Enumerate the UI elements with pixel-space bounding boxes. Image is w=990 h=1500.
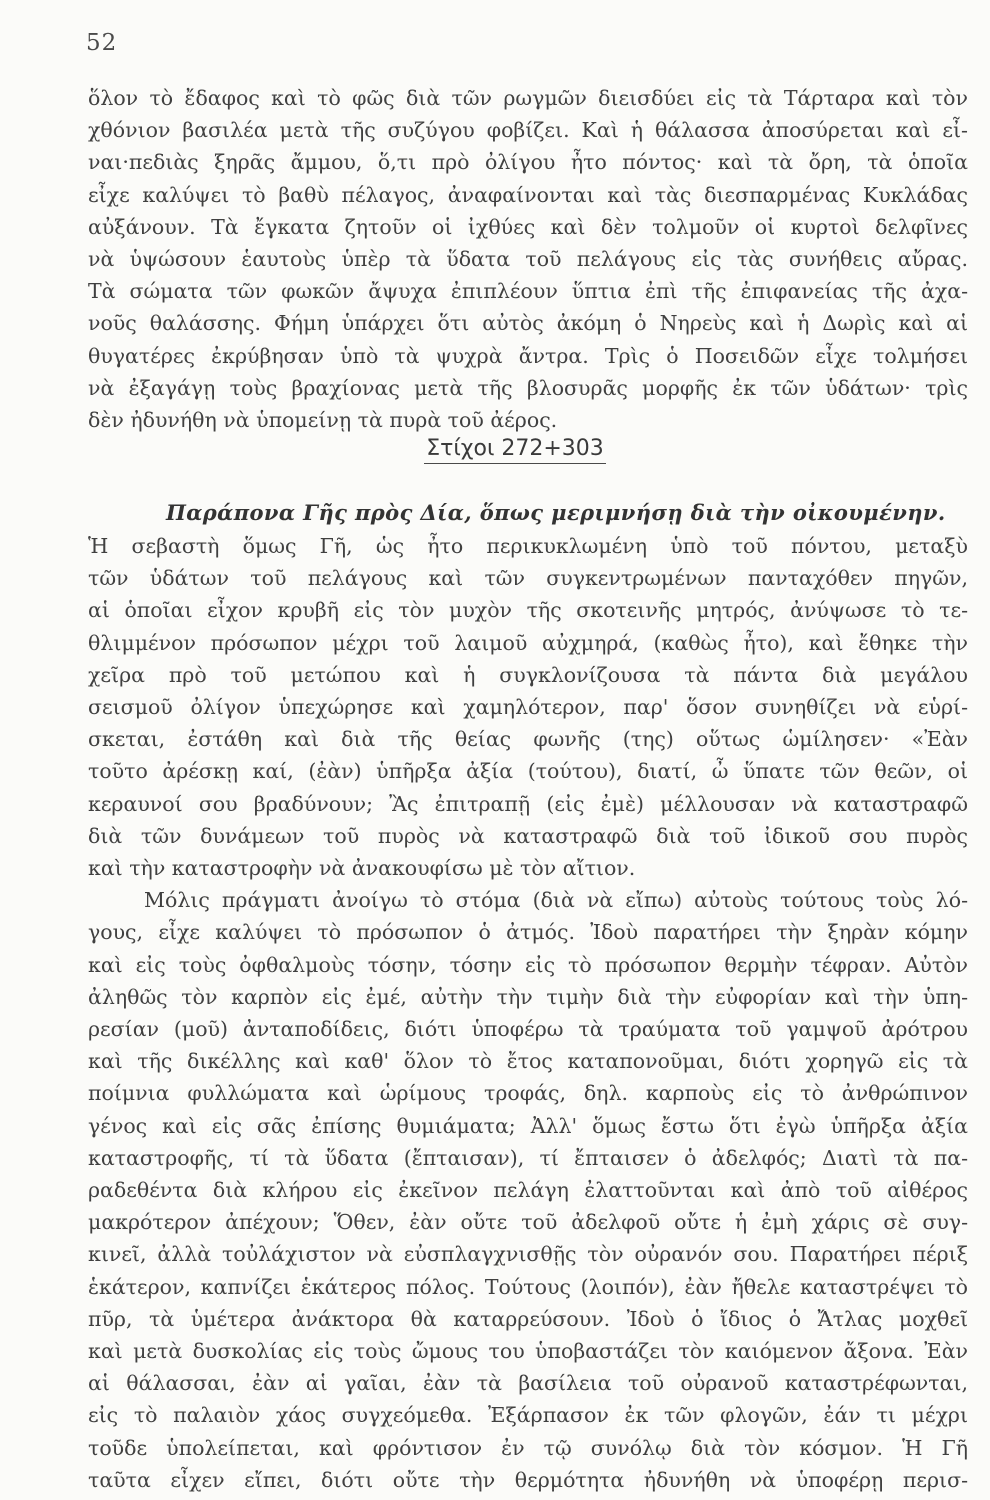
text-line: τῶν ὑδάτων τοῦ πελάγους καὶ τῶν συγκεντρωμένων πανταχόθεν πηγῶν, xyxy=(88,566,968,591)
body-text xyxy=(88,530,968,1496)
paragraph-earth-speech xyxy=(88,530,968,884)
text-line: θυγατέρες ἐκρύβησαν ὑπὸ τὰ ψυχρὰ ἄντρα. Τρὶς ὁ Ποσειδῶν εἶχε τολμήσει xyxy=(88,343,968,368)
text-line: αἱ θάλασσαι, ἐὰν αἱ γαῖαι, ἐὰν τὰ βασίλεια τοῦ οὐρανοῦ καταστρέφωνται, xyxy=(88,1371,968,1396)
text-line: καὶ εἰς τοὺς ὀφθαλμοὺς τόσην, τόσην εἰς τὸ πρόσωπον θερμὴν τέφραν. Αὐτὸν xyxy=(88,952,968,977)
text-line: ναι·πεδιὰς ξηρᾶς ἄμμου, ὅ,τι πρὸ ὀλίγου ἦτο πόντος· καὶ τὰ ὄρη, τὰ ὁποῖα xyxy=(88,150,968,175)
text-line: ταῦτα εἶχεν εἴπει, διότι οὔτε τὴν θερμότητα ἠδυνήθη νὰ ὑποφέρῃ περισ- xyxy=(88,1467,968,1492)
text-line: χεῖρα πρὸ τοῦ μετώπου καὶ ἡ συγκλονίζουσα τὰ πάντα διὰ μεγάλου xyxy=(88,662,968,687)
text-line: γένος καὶ εἰς σᾶς ἐπίσης θυμιάματα; Ἀλλ' ὅμως ἔστω ὅτι ἐγὼ ὑπῆρξα ἀξία xyxy=(88,1113,968,1138)
text-line: νὰ ἐξαγάγῃ τοὺς βραχίονας μετὰ τῆς βλοσυρᾶς μορφῆς ἐκ τῶν ὑδάτων· τρὶς xyxy=(88,375,968,400)
text-line: αὐξάνουν. Τὰ ἔγκατα ζητοῦν οἱ ἰχθύες καὶ δὲν τολμοῦν οἱ κυρτοὶ δελφῖνες xyxy=(88,214,968,239)
text-line: ὅλον τὸ ἔδαφος καὶ τὸ φῶς διὰ τῶν ρωγμῶν διεισδύει εἰς τὰ Τάρταρα καὶ τὸν xyxy=(88,86,968,110)
section-subtitle: Παράπονα Γῆς πρὸς Δία, ὅπως μεριμνήσῃ διὰ τὴν οἰκουμένην. xyxy=(166,500,946,525)
text-line: πῦρ, τὰ ὑμέτερα ἀνάκτορα θὰ καταρρεύσουν. Ἰδοὺ ὁ ἴδιος ὁ Ἄτλας μοχθεῖ xyxy=(88,1306,968,1331)
text-line: δὲν ἠδυνήθη νὰ ὑπομείνῃ τὰ πυρὰ τοῦ ἀέρος. xyxy=(88,408,558,433)
section-heading xyxy=(0,436,990,464)
text-line: ἀληθῶς τὸν καρπὸν εἰς ἐμέ, αὐτὴν τὴν τιμὴν διὰ τὴν εὐφορίαν καὶ τὴν ὑπη- xyxy=(88,984,968,1009)
text-line: τοῦδε ὑπολείπεται, καὶ φρόντισον ἐν τῷ συνόλῳ διὰ τὸν κόσμον. Ἡ Γῆ xyxy=(88,1435,968,1460)
text-line: καταστροφῆς, τί τὰ ὕδατα (ἔπταισαν), τί ἔπταισεν ὁ ἀδελφός; Διατὶ τὰ πα- xyxy=(88,1145,968,1170)
text-line: Μόλις πράγματι ἀνοίγω τὸ στόμα (διὰ νὰ εἴπω) αὐτοὺς τούτους τοὺς λό- xyxy=(144,888,968,913)
text-line: καὶ τὴν καταστροφὴν νὰ ἀνακουφίσω μὲ τὸν αἴτιον. xyxy=(88,856,636,881)
text-line: Ἡ σεβαστὴ ὅμως Γῆ, ὡς ἦτο περικυκλωμένη ὑπὸ τοῦ πόντου, μεταξὺ xyxy=(88,534,968,558)
text-line: θλιμμένον πρόσωπον μέχρι τοῦ λαιμοῦ αὐχμηρά, (καθὼς ἦτο), καὶ ἔθηκε τὴν xyxy=(88,630,968,655)
text-line: γους, εἶχε καλύψει τὸ πρόσωπον ὁ ἀτμός. Ἰδοὺ παρατήρει τὴν ξηρὰν κόμην xyxy=(88,920,968,945)
text-line: νὰ ὑψώσουν ἑαυτοὺς ὑπὲρ τὰ ὕδατα τοῦ πελάγους εἰς τὰς συνήθεις αὔρας. xyxy=(88,247,968,272)
text-line: τοῦτο ἀρέσκῃ καί, (ἐὰν) ὑπῆρξα ἀξία (τούτου), διατί, ὦ ὕπατε τῶν θεῶν, οἱ xyxy=(88,759,968,784)
text-line: εἶχε καλύψει τὸ βαθὺ πέλαγος, ἀναφαίνονται καὶ τὰς διεσπαρμένας Κυκλάδας xyxy=(88,182,968,207)
intro-paragraph xyxy=(88,82,968,436)
text-line: ρεσίαν (μοῦ) ἀνταποδίδεις, διότι ὑποφέρω τὰ τραύματα τοῦ γαμψοῦ ἀρότρου xyxy=(88,1017,968,1042)
section-heading-text: Στίχοι 272+303 xyxy=(424,436,606,464)
text-line: νοῦς θαλάσσης. Φήμη ὑπάρχει ὅτι αὐτὸς ἀκόμη ὁ Νηρεὺς καὶ ἡ Δωρὶς καὶ αἱ xyxy=(88,311,968,336)
text-line: ραδεθέντα διὰ κλήρου εἰς ἐκεῖνον πελάγη ἐλαττοῦνται καὶ ἀπὸ τοῦ αἰθέρος xyxy=(88,1178,968,1203)
text-line: κεραυνοί σου βραδύνουν; Ἂς ἐπιτραπῇ (εἰς ἐμὲ) μέλλουσαν νὰ καταστραφῶ xyxy=(88,791,968,816)
text-line: ἑκάτερον, καπνίζει ἑκάτερος πόλος. Τούτους (λοιπόν), ἐὰν ἤθελε καταστρέψει τὸ xyxy=(88,1274,968,1299)
text-line: καὶ τῆς δικέλλης καὶ καθ' ὅλον τὸ ἔτος καταπονοῦμαι, διότι χορηγῶ εἰς τὰ xyxy=(88,1049,968,1074)
text-line: αἱ ὁποῖαι εἶχον κρυβῆ εἰς τὸν μυχὸν τῆς σκοτεινῆς μητρός, ἀνύψωσε τὸ τε- xyxy=(88,598,968,623)
paragraph-earth-complaint xyxy=(88,884,968,1496)
text-line: χθόνιον βασιλέα μετὰ τῆς συζύγου φοβίζει. Καὶ ἡ θάλασσα ἀποσύρεται καὶ εἶ- xyxy=(88,118,968,143)
text-line: εἰς τὸ παλαιὸν χάος συγχεόμεθα. Ἐξάρπασον ἐκ τῶν φλογῶν, ἐάν τι μέχρι xyxy=(88,1403,968,1428)
page-number: 52 xyxy=(86,30,118,56)
text-line: σεισμοῦ ὀλίγον ὑπεχώρησε καὶ χαμηλότερον, παρ' ὅσον συνηθίζει νὰ εὑρί- xyxy=(88,695,968,720)
text-line: καὶ μετὰ δυσκολίας εἰς τοὺς ὤμους του ὑποβαστάζει τὸν καιόμενον ἄξονα. Ἐὰν xyxy=(88,1339,968,1364)
text-line: Τὰ σώματα τῶν φωκῶν ἄψυχα ἐπιπλέουν ὕπτια ἐπὶ τῆς ἐπιφανείας τῆς ἀχα- xyxy=(88,279,968,304)
text-line: κινεῖ, ἀλλὰ τοὐλάχιστον νὰ εὐσπλαγχνισθῇς τὸν οὐρανόν σου. Παρατήρει πέριξ xyxy=(88,1242,968,1267)
text-line: διὰ τῶν δυνάμεων τοῦ πυρὸς νὰ καταστραφῶ διὰ τοῦ ἰδικοῦ σου πυρὸς xyxy=(88,823,968,848)
text-line: μακρότερον ἀπέχουν; Ὅθεν, ἐὰν οὔτε τοῦ ἀδελφοῦ οὔτε ἡ ἐμὴ χάρις σὲ συγ- xyxy=(88,1210,968,1235)
text-line: ποίμνια φυλλώματα καὶ ὡρίμους τροφάς, δηλ. καρποὺς εἰς τὸ ἀνθρώπινον xyxy=(88,1081,968,1106)
text-line: σκεται, ἐστάθη καὶ διὰ τῆς θείας φωνῆς (της) οὕτως ὡμίλησεν· «Ἐὰν xyxy=(88,727,968,752)
